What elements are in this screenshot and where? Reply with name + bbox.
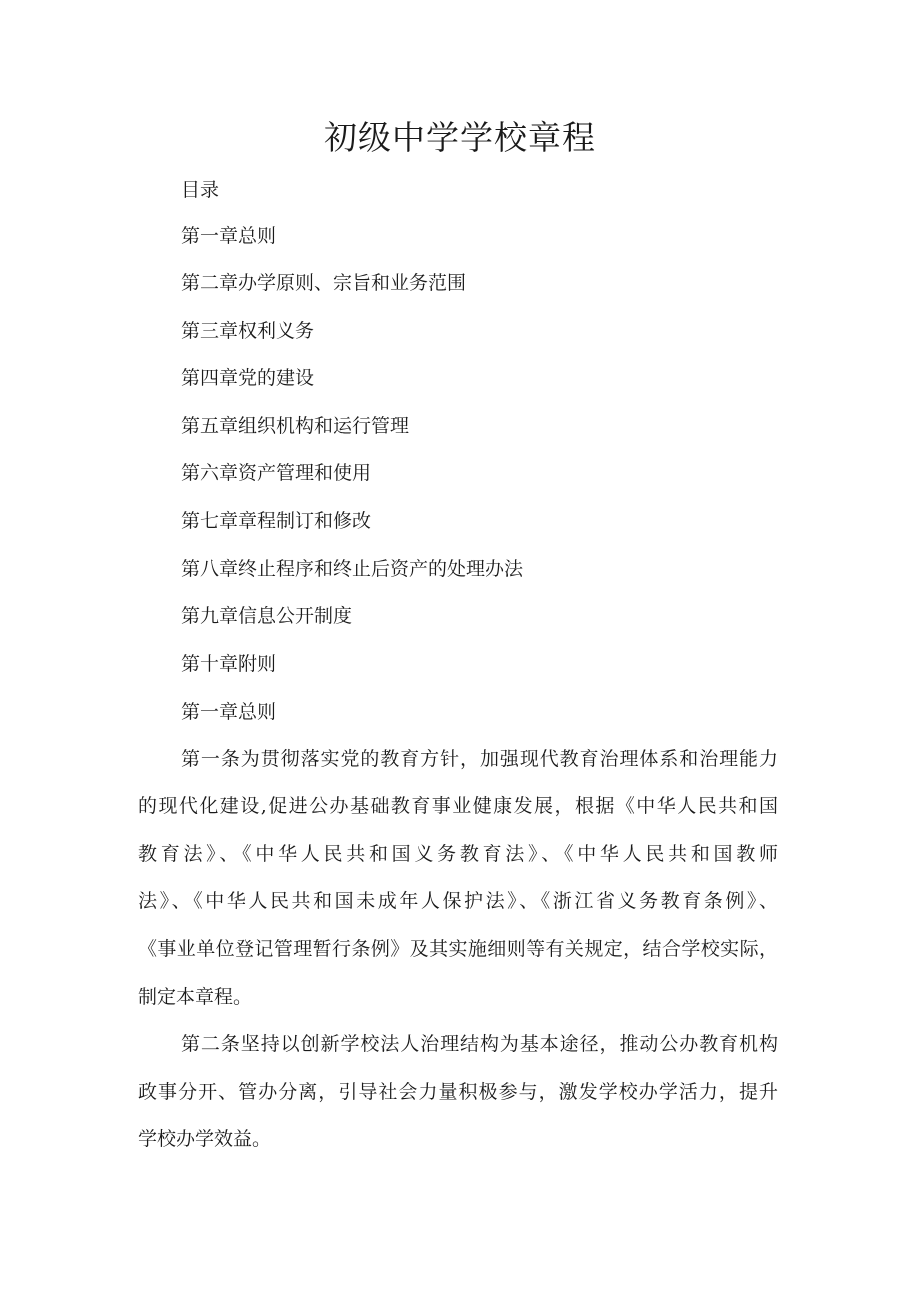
toc-heading: 目录 — [181, 179, 220, 201]
article-1-line: 《事业单位登记管理暂行条例》及其实施细则等有关规定，结合学校实际， — [138, 938, 778, 960]
toc-item-chapter-9: 第九章信息公开制度 — [181, 605, 353, 627]
toc-item-chapter-8: 第八章终止程序和终止后资产的处理办法 — [181, 558, 524, 580]
toc-item-chapter-5: 第五章组织机构和运行管理 — [181, 415, 410, 437]
article-2-line: 第二条坚持以创新学校法人治理结构为基本途径，推动公办教育机构 — [181, 1033, 778, 1055]
document-title: 初级中学学校章程 — [324, 118, 596, 157]
toc-item-chapter-6: 第六章资产管理和使用 — [181, 462, 372, 484]
article-1-line: 教育法》、《中华人民共和国义务教育法》、《中华人民共和国教师 — [138, 843, 778, 865]
article-1-line: 的现代化建设,促进公办基础教育事业健康发展，根据《中华人民共和国 — [138, 795, 778, 817]
article-1-line: 第一条为贯彻落实党的教育方针，加强现代教育治理体系和治理能力 — [181, 748, 778, 770]
toc-item-chapter-2: 第二章办学原则、宗旨和业务范围 — [181, 272, 467, 294]
toc-item-chapter-7: 第七章章程制订和修改 — [181, 510, 372, 532]
toc-item-chapter-1: 第一章总则 — [181, 225, 277, 247]
chapter-heading: 第一章总则 — [181, 701, 277, 723]
article-2-line: 政事分开、管办分离，引导社会力量积极参与，激发学校办学活力，提升 — [138, 1081, 778, 1103]
toc-item-chapter-4: 第四章党的建设 — [181, 367, 315, 389]
toc-item-chapter-10: 第十章附则 — [181, 653, 277, 675]
article-1-line: 制定本章程。 — [138, 986, 253, 1008]
article-1-line: 法》、《中华人民共和国未成年人保护法》、《浙江省义务教育条例》、 — [138, 890, 778, 912]
article-2-line: 学校办学效益。 — [138, 1128, 272, 1150]
toc-item-chapter-3: 第三章权利义务 — [181, 320, 315, 342]
